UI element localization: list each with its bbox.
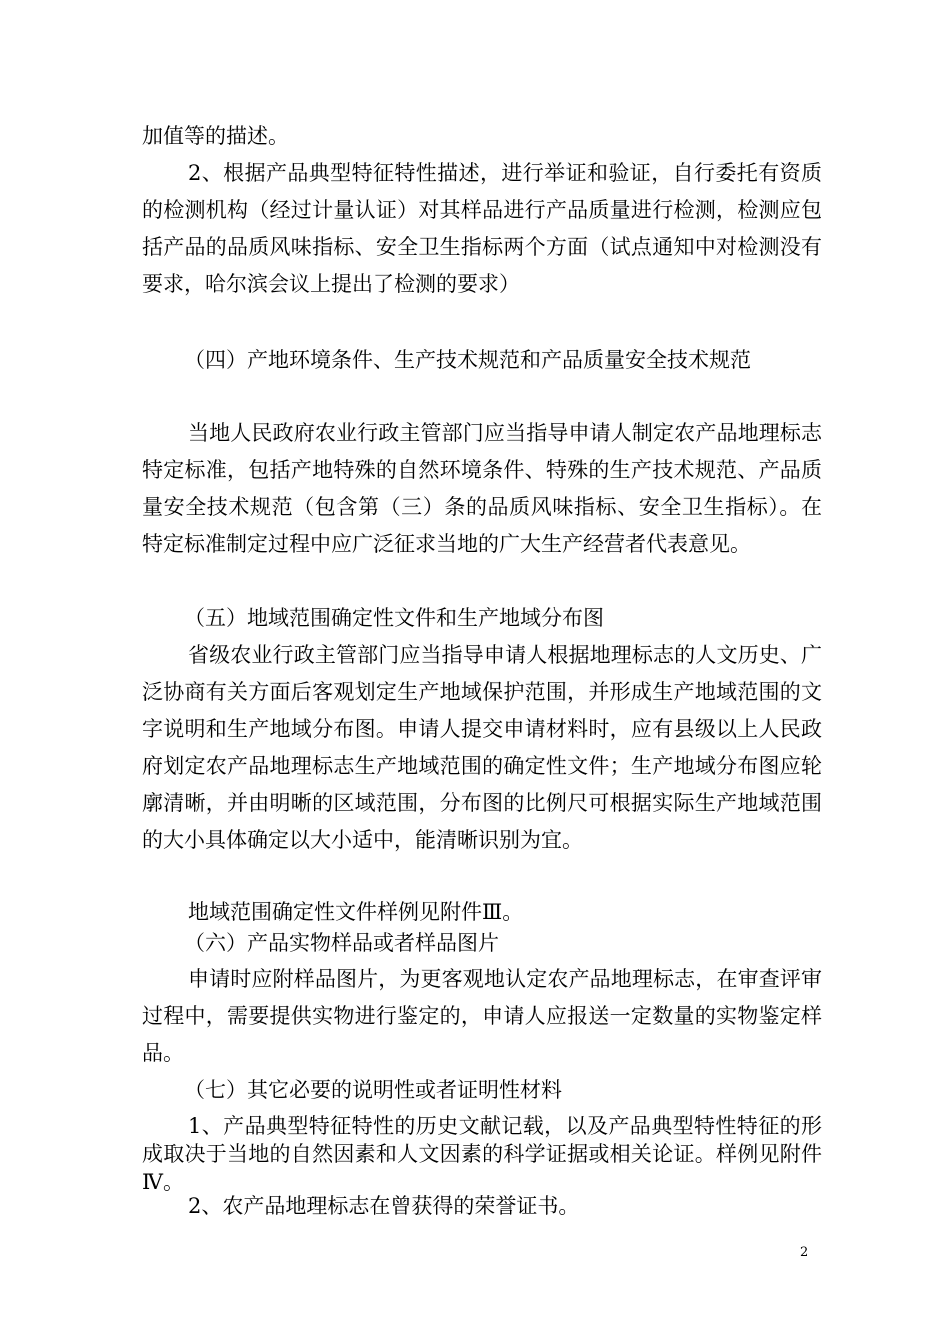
paragraph-region-sample: 地域范围确定性文件样例见附件Ⅲ。 (188, 900, 524, 924)
page-number: 2 (800, 1245, 809, 1260)
paragraph-continuation: 加值等的描述。 (142, 124, 289, 148)
section-heading-5: （五）地域范围确定性文件和生产地域分布图 (184, 606, 604, 630)
paragraph-history: 1、产品典型特征特性的历史文献记载，以及产品典型特性特征的形成取决于当地的自然因素和人文因素的科学证据或相关论证。样例见附件Ⅳ。 (142, 1114, 822, 1194)
paragraph-standards: 当地人民政府农业行政主管部门应当指导申请人制定农产品地理标志特定标准，包括产地特殊的自然环境条件、特殊的生产技术规范、产品质量安全技术规范（包含第（三）条的品质风味指标、安全卫生指标）。在特定标准制定过程中应广泛征求当地的广大生产经营者代表意见。 (142, 421, 822, 556)
paragraph-honors: 2、农产品地理标志在曾获得的荣誉证书。 (188, 1194, 580, 1218)
paragraph-samples: 申请时应附样品图片，为更客观地认定农产品地理标志，在审查评审过程中，需要提供实物进行鉴定的，申请人应报送一定数量的实物鉴定样品。 (142, 967, 822, 1065)
section-heading-6: （六）产品实物样品或者样品图片 (184, 931, 499, 955)
section-heading-7: （七）其它必要的说明性或者证明性材料 (184, 1078, 562, 1102)
paragraph-region: 省级农业行政主管部门应当指导申请人根据地理标志的人文历史、广泛协商有关方面后客观划定生产地域保护范围，并形成生产地域范围的文字说明和生产地域分布图。申请人提交申请材料时，应有县级以上人民政府划定农产品地理标志生产地域范围的确定性文件；生产地域分布图应轮廓清晰，并由明晰的区域范围，分布图的比例尺可根据实际生产地域范围的大小具体确定以大小适中，能清晰识别为宜。 (142, 643, 822, 852)
paragraph-testing: 2、根据产品典型特征特性描述，进行举证和验证，自行委托有资质的检测机构（经过计量认证）对其样品进行产品质量进行检测，检测应包括产品的品质风味指标、安全卫生指标两个方面（试点通知中对检测没有要求，哈尔滨会议上提出了检测的要求） (142, 161, 822, 296)
section-heading-4: （四）产地环境条件、生产技术规范和产品质量安全技术规范 (184, 348, 751, 372)
